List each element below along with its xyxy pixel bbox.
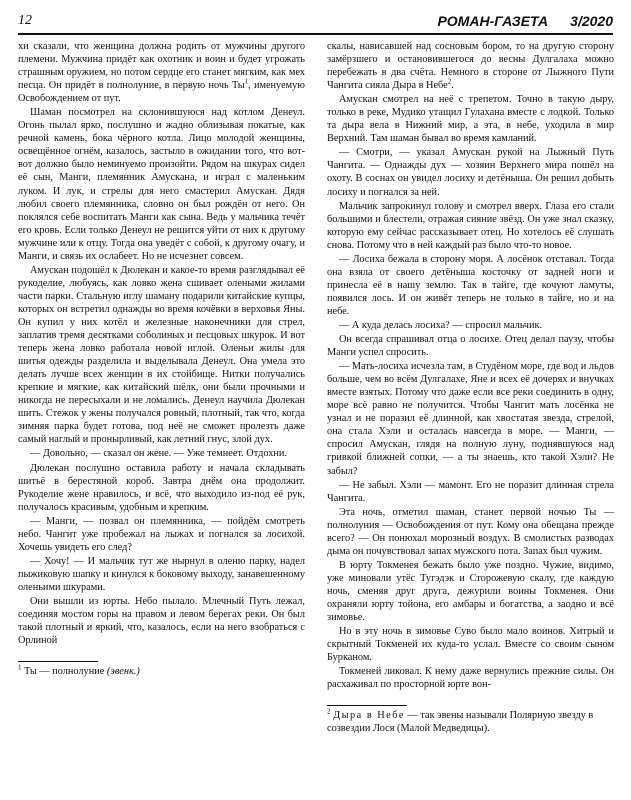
footnote-rule [327,705,407,706]
footnote-rule [18,661,98,662]
paragraph: — Хочу! — И мальчик тут же нырнул в оленю парку, надел пыжиковую шапку и кинулся к боковому выходу, занавешенному оленьими шкурами. [18,555,305,593]
paragraph: — Довольно, — сказал он жене. — Уже темнеет. Отдохни. [30,448,287,460]
paragraph: Они вышли из юрты. Небо пылало. Млечный Путь лежал, соединяя мостом горы на правом и левом берегах реки. Он был такой плотный и яркий, что, казалось, если на него взобраться с Орлиной [18,595,305,647]
paragraph: Шаман посмотрел на склонившуюся над котлом Денеул. Огонь пылал ярко, послушно и жадно облизывая покатые, как речной камень, бока чёрного котла. Лицо молодой женщины, освещённое огнём, казалось, застыло в ожидании того, что вот-вот должно было неминуемо произойти. Рядом на шкурах сидел её сын, Манги, племянник Амускана, и играл с маленьким луком. И лук, и стрелы для него смастерил Амускан. Дядя любил своего племянника, словно он был рождён от него. Он поклялся себе воспитать Манги как сына. Ведь у мальчика течёт его кровь. Если только Денеул не решится уйти от них к другому мужчине или к отцу. Тогда она уведёт с собой, к другому очагу, и Манги, и связь их ослабеет. Но не исчезнет совсем. [18,107,305,262]
header-rule [18,33,613,35]
footnote-1: $^1$ Ты — полнолуние (эвенк.) [18,663,140,678]
paragraph: Эта ночь, отметил шаман, станет первой ночью Ты — полнолуния — Освобождения от пут. Кому она обещана прежде всего? — Он понюхал морозный воздух. В смолистых разводах дыма он почувствовал запах мужского пота. Запах был чужим. [327,506,614,557]
right-column [327,40,614,782]
paragraph: — Смотри, — указал Амускан рукой на Лыжный Путь Чангита. — Однажды дух — хозяин Верхнего мира пошёл на охоту. В соснах он увидел лосиху и детёныша. Он решил добыть лосиху и погнался за ней. [327,147,614,198]
paragraph: — Не забыл. Хэли — мамонт. Его не поразит длинная стрела Чангита. [327,479,614,504]
paragraph: Амускан смотрел на неё с трепетом. Точно в такую дыру, только в реке, Мудико утащил Гулахана вместе с лодкой. Только та дыра вела в Нижний мир, а эта, в небе, уходила в мир Верхний. Там шаман бывал во время камланий. [327,94,614,145]
paragraph: — А куда делась лосиха? — спросил мальчик. [339,319,543,331]
page-number: 12 [18,13,32,28]
paragraph: скалы, нависавшей над сосновым бором, то на другую сторону замёрзшего и остановившегося до весны Дулгалаха можно перебежать в два счёта. Немного в стороне от Лыжного Пути Чангита сияла Дыра в Небе$^2$. [327,41,614,92]
page-header [18,13,613,31]
paragraph: — Манги, — позвал он племянника, — пойдём смотреть небо. Чангит уже пробежал на лыжах и погнался за лосихой. Хочешь увидеть его след? [18,515,305,553]
paragraph: Мальчик запрокинул голову и смотрел вверх. Глаза его стали большими и блестели, отражая сияние звёзд. Он уже знал сказку, которую ему сейчас рассказывает отец. Но хотелось её слушать снова. Потому что в ней каждый раз было что-то новое. [327,200,614,251]
footnote-mark: 2 [447,77,452,86]
paragraph: — Лосиха бежала в сторону моря. А лосёнок отставал. Тогда она взяла от своего детёныша косточку от задней ноги и принесла её в нашу землю. Так в тайге, где кочуют ламуты, появился лось. И он живёт теперь не только в тайге, но и на небе. [327,253,614,317]
paragraph: — Мать-лосиха исчезла там, в Студёном море, где вод и льдов больше, чем во всём Дулгалахе, Яне и всех её дочерях и внучках вместе взятых. Потому что даже если все реки соединить в одну, море всё равно не получится. Чтобы Чангит мать лосёнка не узнал и не поразил её длинной, как хвостатая звезда, стрелой, она стала Хэли и осталась навсегда в море. — Манги, — спросил Амускан, глядя на полную луну, поднявшуюся над гривкой ближней сопки, — а ты знаешь, кто такой Хэли? Не забыл? [327,361,614,477]
paragraph: В юрту Токменея бежать было уже поздно. Чужие, видимо, уже миновали утёс Тугэдэк и Сторожевую скалу, где каждую ночь, сменяя друг друга, дежурили воины Токменея. Они охраняли юрту тойона, его амбары и богатства, а заодно и всё зимовье. [327,559,614,624]
paragraph: Токменей ликовал. К нему даже вернулись прежние силы. Он расхаживал по просторной юрте вон- [327,666,614,691]
issue-number: 3/2020 [570,13,613,29]
magazine-name: РОМАН-ГАЗЕТА [437,13,549,29]
paragraph: хи сказали, что женщина должна родить от мужчины другого племени. Мужчина придёт как охотник и воин и будет угрожать страшным оружием, но потом сердце его станет мягким, как мех песца. Он придёт в полнолуние, в первую ночь $Ты^1$, именуемую Освобождением от пут. [18,41,305,105]
paragraph: Дюлекан послушно оставила работу и начала складывать шитьё в берестяной короб. Завтра днём она продолжит. Рукоделие жене нравилось, и всё, что выходило из-под её рук, получалось красивым, удобным и крепким. [18,462,305,513]
paragraph: Но в эту ночь в зимовье Суво было мало воинов. Хитрый и скрытный Токменей их куда-то услал. Вместе со своим сыном Бурканом. [327,626,614,664]
left-column [18,40,305,782]
footnote-mark: 1 [244,77,249,86]
running-title [437,13,613,29]
paragraph: Он всегда спрашивал отца о лосихе. Отец делал паузу, чтобы Манги успел спросить. [327,334,614,359]
footnote-2: $^2$ Дыра в Небе — так эвены называли Полярную звезду в созвездии Лося (Малой Медведицы). [327,707,594,735]
paragraph: Амускан подошёл к Дюлекан и какое-то время разглядывал её рукоделие, любуясь, как ловко жена сшивает олеными жилами части парки. Стальную иглу шаману подарили китайские купцы, которых он встретил однажды во время кочёвки в верховья Яны. Он купил у них котёл и железные наконечники для стрел, заплатив тремя десятками соболиных и песцовых шкурок. И вот теперь жена ловко работала новой иглой. Оленьи жилы для шитья одежды разделила и выделывала Денеул. Она умела это делать лучше всех женщин в их стойбище. Нитки получались крепкие и мягкие, как китайский шёлк, они были прочными и никогда не пересыхали и не ломались. Денеул научила Дюлекан шить. Стежок у жены получался ровный, плотный, так что, когда зимняя парка будет готова, под неё не сможет пролезть даже самый наглый и пронырливый, как летний гнус, злой дух. [18,264,305,446]
